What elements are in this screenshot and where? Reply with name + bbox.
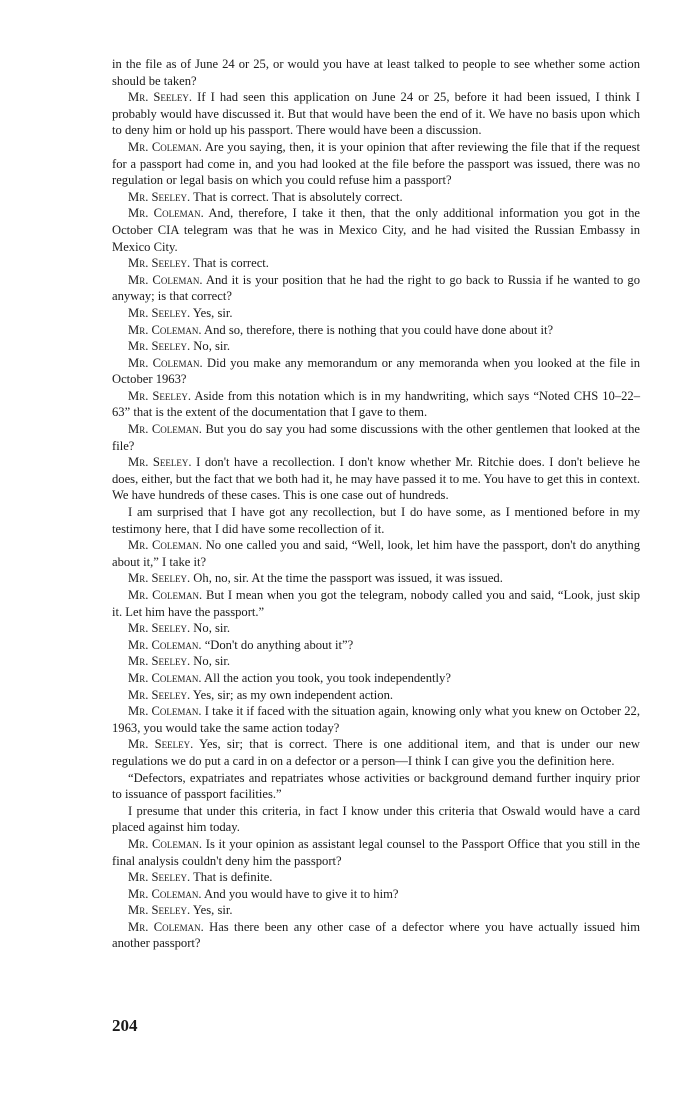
paragraph-text: That is correct. xyxy=(193,256,269,271)
paragraph-text: And, therefore, I take it then, that the only additional information you got in the October CIA telegram was that he was in Mexico City, and he had visited the Russian Embassy in Mexico City. xyxy=(112,206,640,254)
testimony-paragraph xyxy=(112,919,640,952)
speaker-name: Mr. Seeley. xyxy=(128,687,191,702)
page-body xyxy=(112,56,640,952)
speaker-name: Mr. Coleman. xyxy=(128,206,204,221)
testimony-paragraph xyxy=(112,504,640,537)
speaker-name: Mr. Coleman. xyxy=(128,919,204,934)
speaker-name: Mr. Seeley. xyxy=(128,737,194,752)
speaker-name: Mr. Coleman. xyxy=(128,139,202,154)
testimony-paragraph xyxy=(112,255,640,272)
paragraph-text: Oh, no, sir. At the time the passport was issued, it was issued. xyxy=(193,571,503,586)
paragraph-text: That is correct. That is absolutely correct. xyxy=(193,189,403,204)
paragraph-text: I take it if faced with the situation again, knowing only what you knew on October 22, 1963, you would take the same action today? xyxy=(112,704,640,735)
paragraph-text: Aside from this notation which is in my handwriting, which says “Noted CHS 10–22–63” that is the extent of the documentation that I gave to them. xyxy=(112,388,641,420)
paragraph-text: No, sir. xyxy=(193,654,231,669)
paragraph-text: And you would have to give it to him? xyxy=(204,886,399,901)
speaker-name: Mr. Coleman. xyxy=(128,836,203,851)
testimony-paragraph xyxy=(112,205,640,255)
speaker-name: Mr. Coleman. xyxy=(128,322,202,337)
testimony-paragraph xyxy=(112,56,640,89)
page-number: 204 xyxy=(112,1016,138,1035)
paragraph-text: No, sir. xyxy=(193,339,231,354)
speaker-name: Mr. Seeley. xyxy=(128,305,191,320)
testimony-paragraph xyxy=(112,272,640,305)
testimony-paragraph xyxy=(112,537,640,570)
speaker-name: Mr. Seeley. xyxy=(128,455,192,470)
testimony-paragraph xyxy=(112,770,640,803)
speaker-name: Mr. Seeley. xyxy=(128,189,191,204)
testimony-paragraph xyxy=(112,587,640,620)
testimony-paragraph xyxy=(112,653,640,670)
testimony-paragraph xyxy=(112,803,640,836)
paragraph-text: “Don't do anything about it”? xyxy=(204,637,354,652)
paragraph-text: But I mean when you got the telegram, nobody called you and said, “Look, just skip it. Let him have the passport.” xyxy=(112,588,640,619)
speaker-name: Mr. Seeley. xyxy=(128,621,191,636)
testimony-paragraph xyxy=(112,388,640,421)
paragraph-text: And it is your position that he had the right to go back to Russia if he wanted to go anyway; is that correct? xyxy=(112,272,640,304)
testimony-paragraph xyxy=(112,670,640,687)
speaker-name: Mr. Seeley. xyxy=(128,571,191,586)
paragraph-text: No one called you and said, “Well, look, let him have the passport, don't do anything about it,” I take it? xyxy=(112,538,641,569)
speaker-name: Mr. Coleman. xyxy=(128,538,203,553)
speaker-name: Mr. Seeley. xyxy=(128,870,191,885)
speaker-name: Mr. Coleman. xyxy=(128,704,202,719)
speaker-name: Mr. Coleman. xyxy=(128,886,202,901)
testimony-paragraph xyxy=(112,322,640,339)
testimony-paragraph xyxy=(112,305,640,322)
paragraph-text: I presume that under this criteria, in fact I know under this criteria that Oswald would have a card placed against him today. xyxy=(112,803,640,835)
paragraph-text: Has there been any other case of a defector where you have actually issued him another passport? xyxy=(112,919,640,951)
testimony-paragraph xyxy=(112,189,640,206)
testimony-paragraph xyxy=(112,355,640,388)
speaker-name: Mr. Coleman. xyxy=(128,422,202,437)
speaker-name: Mr. Seeley. xyxy=(128,339,191,354)
testimony-paragraph xyxy=(112,703,640,736)
paragraph-text: Yes, sir; that is correct. There is one additional item, and that is under our new regulations we do put a card in on a defector or a person—I think I can give you the definition here. xyxy=(112,737,641,768)
speaker-name: Mr. Coleman. xyxy=(128,637,202,652)
speaker-name: Mr. Seeley. xyxy=(128,90,193,105)
paragraph-text: in the file as of June 24 or 25, or would you have at least talked to people to see whether some action should be taken? xyxy=(112,57,640,88)
paragraph-text: All the action you took, you took independently? xyxy=(204,670,451,685)
testimony-paragraph xyxy=(112,139,640,189)
testimony-paragraph xyxy=(112,902,640,919)
paragraph-text: But you do say you had some discussions with the other gentlemen that looked at the file? xyxy=(112,422,640,453)
speaker-name: Mr. Seeley. xyxy=(128,256,191,271)
testimony-paragraph xyxy=(112,89,640,139)
speaker-name: Mr. Coleman. xyxy=(128,272,203,287)
paragraph-text: I don't have a recollection. I don't know whether Mr. Ritchie does. I don't believe he does, either, but the fact that we both had it, he may have passed it to me. You have to get this in context. We have hundreds of these cases. This is one case out of hundreds. xyxy=(112,455,641,503)
speaker-name: Mr. Seeley. xyxy=(128,903,191,918)
paragraph-text: Did you make any memorandum or any memoranda when you looked at the file in October 1963? xyxy=(112,355,641,387)
paragraph-text: Is it your opinion as assistant legal counsel to the Passport Office that you still in the final analysis couldn't deny him the passport? xyxy=(112,836,641,868)
speaker-name: Mr. Coleman. xyxy=(128,355,203,370)
testimony-paragraph xyxy=(112,836,640,869)
paragraph-text: No, sir. xyxy=(193,621,231,636)
testimony-paragraph xyxy=(112,454,640,504)
paragraph-text: I am surprised that I have got any recollection, but I do have some, as I mentioned before in my testimony here, that I did have some recollection of it. xyxy=(112,505,640,536)
paragraph-text: And so, therefore, there is nothing that you could have done about it? xyxy=(204,322,554,337)
paragraph-text: Yes, sir; as my own independent action. xyxy=(192,687,394,702)
testimony-paragraph xyxy=(112,736,640,769)
testimony-paragraph xyxy=(112,570,640,587)
paragraph-text: “Defectors, expatriates and repatriates whose activities or background demand further inquiry prior to issuance of passport facilities.” xyxy=(112,770,640,802)
testimony-paragraph xyxy=(112,620,640,637)
testimony-paragraph xyxy=(112,886,640,903)
testimony-paragraph xyxy=(112,687,640,704)
paragraph-text: Are you saying, then, it is your opinion that after reviewing the file that if the request for a passport had come in, and you had looked at the file before the passport was issued, there was no regulation or legal basis on which you could refuse him a passport? xyxy=(112,139,640,188)
speaker-name: Mr. Seeley. xyxy=(128,388,192,403)
testimony-paragraph xyxy=(112,338,640,355)
testimony-paragraph xyxy=(112,421,640,454)
paragraph-text: That is definite. xyxy=(193,870,273,885)
paragraph-text: Yes, sir. xyxy=(192,305,233,320)
testimony-paragraph xyxy=(112,869,640,886)
speaker-name: Mr. Coleman. xyxy=(128,588,203,602)
speaker-name: Mr. Coleman. xyxy=(128,670,202,685)
paragraph-text: Yes, sir. xyxy=(192,903,233,918)
testimony-paragraph xyxy=(112,637,640,654)
paragraph-text: If I had seen this application on June 24 or 25, before it had been issued, I think I probably would have discussed it. But that would have been the end of it. We have no basis upon which to deny him or hold up his passport. There would have been a discussion. xyxy=(112,90,640,138)
speaker-name: Mr. Seeley. xyxy=(128,654,191,669)
